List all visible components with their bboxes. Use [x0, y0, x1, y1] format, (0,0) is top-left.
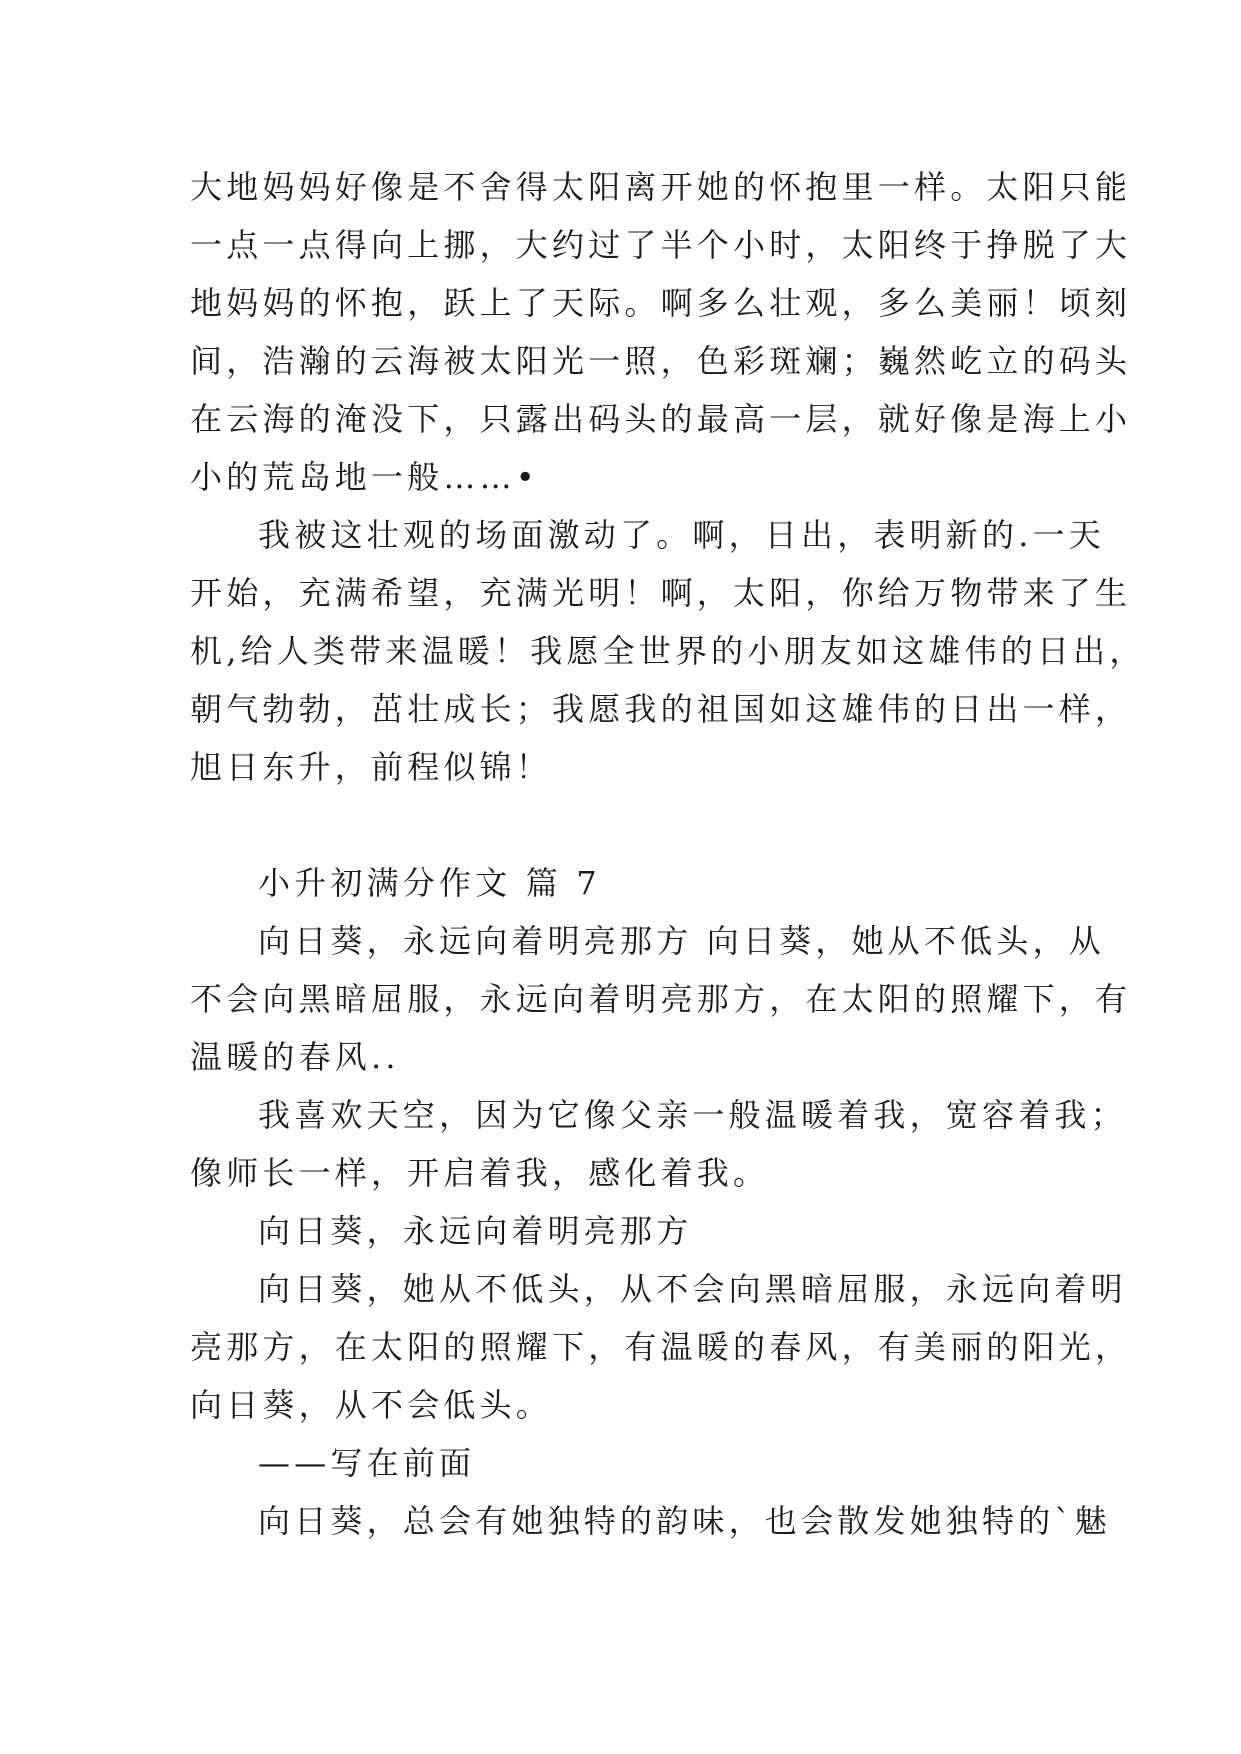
section-heading: 小升初满分作文 篇 7: [258, 864, 601, 902]
text-line: 向日葵，永远向着明亮那方: [258, 1212, 693, 1250]
text-line: 旭日东升，前程似锦！: [190, 748, 553, 786]
text-line: 机,给人类带来温暖！我愿全世界的小朋友如这雄伟的日出，: [190, 632, 1146, 670]
text-line: 我被这壮观的场面激动了。啊，日出，表明新的.一天: [258, 516, 1105, 554]
text-line: 向日葵，总会有她独特的韵味，也会散发她独特的`魅: [258, 1502, 1111, 1540]
text-line: 像师长一样，开启着我，感化着我。: [190, 1154, 770, 1192]
text-line: 在云海的淹没下，只露出码头的最高一层，就好像是海上小: [190, 400, 1132, 438]
text-line: ——写在前面: [258, 1444, 476, 1482]
text-line: 向日葵，永远向着明亮那方 向日葵，她从不低头，从: [258, 922, 1105, 960]
text-line: 大地妈妈好像是不舍得太阳离开她的怀抱里一样。太阳只能: [190, 168, 1132, 206]
text-line: 不会向黑暗屈服，永远向着明亮那方，在太阳的照耀下，有: [190, 980, 1132, 1018]
text-line: 向日葵，从不会低头。: [190, 1386, 553, 1424]
text-line: 小的荒岛地一般……•: [190, 458, 539, 496]
text-line: 一点一点得向上挪，大约过了半个小时，太阳终于挣脱了大: [190, 226, 1132, 264]
text-line: 地妈妈的怀抱，跃上了天际。啊多么壮观，多么美丽！顷刻: [190, 284, 1132, 322]
text-line: 间，浩瀚的云海被太阳光一照，色彩斑斓；巍然屹立的码头: [190, 342, 1132, 380]
text-line: 我喜欢天空，因为它像父亲一般温暖着我，宽容着我；: [258, 1096, 1127, 1134]
text-line: 开始，充满希望，充满光明！啊，太阳，你给万物带来了生: [190, 574, 1132, 612]
text-line: 向日葵，她从不低头，从不会向黑暗屈服，永远向着明: [258, 1270, 1127, 1308]
text-line: 亮那方，在太阳的照耀下，有温暖的春风，有美丽的阳光，: [190, 1328, 1132, 1366]
text-line: 温暖的春风..: [190, 1038, 400, 1076]
text-line: 朝气勃勃，茁壮成长；我愿我的祖国如这雄伟的日出一样，: [190, 690, 1132, 728]
